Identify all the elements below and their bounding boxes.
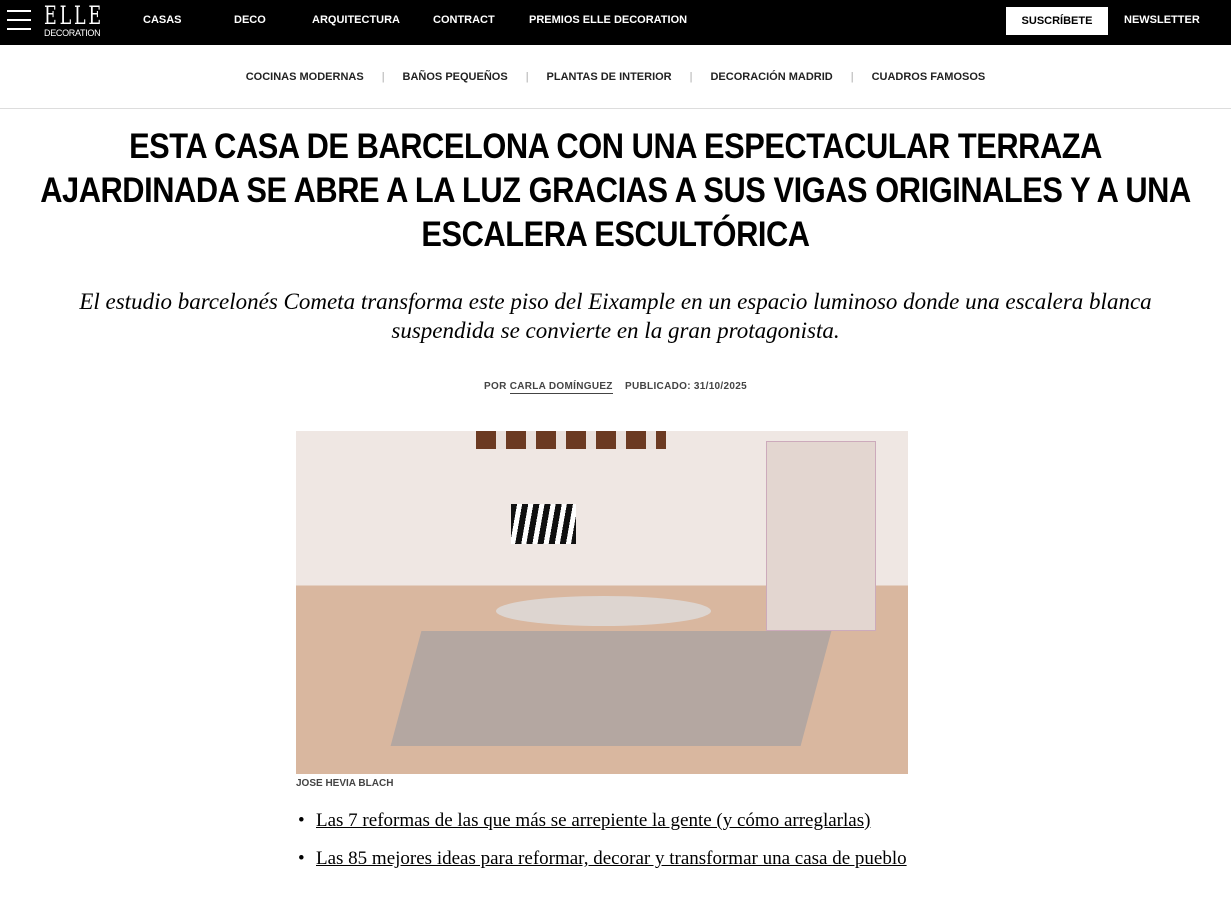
author-link[interactable]: CARLA DOMÍNGUEZ xyxy=(509,381,613,392)
nav-arquitectura[interactable]: ARQUITECTURA xyxy=(312,14,400,26)
menu-icon[interactable] xyxy=(7,8,31,32)
related-link[interactable]: Las 7 reformas de las que más se arrepiente la gente (y cómo arreglarlas) xyxy=(316,810,871,831)
photo-credit: JOSE HEVIA BLACH xyxy=(296,778,394,789)
subscribe-button[interactable]: SUSCRÍBETE xyxy=(1006,7,1108,35)
sub-nav: COCINAS MODERNAS | BAÑOS PEQUEÑOS | PLANTAS DE INTERIOR | DECORACIÓN MADRID | CUADROS FAMOSOS xyxy=(0,45,1231,109)
hero-image xyxy=(296,431,908,774)
article-title: ESTA CASA DE BARCELONA CON UNA ESPECTACULAR TERRAZA AJARDINADA SE ABRE A LA LUZ GRACIAS A SUS VIGAS ORIGINALES Y A UNA ESCALERA ESCULTÓRICA xyxy=(40,127,1191,254)
subnav-item[interactable]: PLANTAS DE INTERIOR xyxy=(546,70,672,83)
newsletter-link[interactable]: NEWSLETTER xyxy=(1124,14,1200,26)
publish-date: PUBLICADO: 31/10/2025 xyxy=(625,381,747,392)
logo[interactable]: ELLE DECORATION xyxy=(44,1,104,38)
nav-contract[interactable]: CONTRACT xyxy=(433,14,495,26)
related-links xyxy=(316,806,916,882)
nav-casas[interactable]: CASAS xyxy=(143,14,182,26)
list-item xyxy=(316,844,916,873)
top-bar xyxy=(0,0,1231,45)
subnav-item[interactable]: DECORACIÓN MADRID xyxy=(710,70,833,83)
nav-premios[interactable]: PREMIOS ELLE DECORATION xyxy=(529,14,688,26)
nav-deco[interactable]: DECO xyxy=(234,14,266,26)
article-dek: El estudio barcelonés Cometa transforma este piso del Eixample en un espacio luminoso donde una escalera blanca suspendida se convierte en la gran protagonista. xyxy=(79,289,1152,343)
subnav-item[interactable]: CUADROS FAMOSOS xyxy=(871,70,986,83)
subnav-item[interactable]: BAÑOS PEQUEÑOS xyxy=(402,70,508,83)
related-link[interactable]: Las 85 mejores ideas para reformar, decorar y transformar una casa de pueblo xyxy=(316,848,907,869)
subnav-item[interactable]: COCINAS MODERNAS xyxy=(245,70,364,83)
byline: POR CARLA DOMÍNGUEZ PUBLICADO: 31/10/2025 xyxy=(484,381,747,392)
list-item xyxy=(316,806,916,835)
